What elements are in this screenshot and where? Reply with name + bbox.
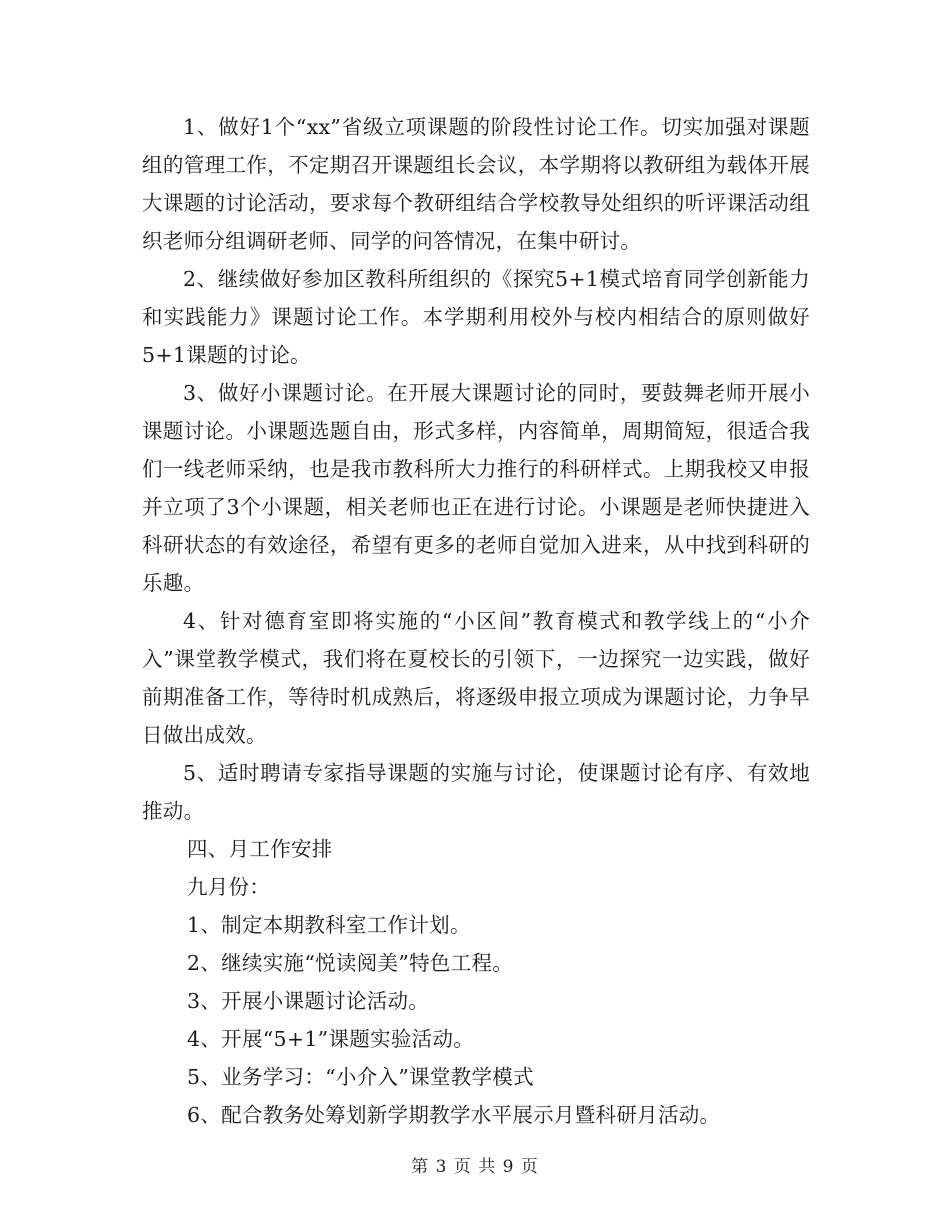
- task-item-2: 2、继续实施“悦读阅美”特色工程。: [187, 951, 514, 975]
- task-item-5: 5、业务学习：“小介入”课堂教学模式: [187, 1065, 534, 1089]
- paragraph-item-1: 1、做好1个“xx”省级立项课题的阶段性讨论工作。切实加强对课题组的管理工作，不定期召开课题组长会议，本学期将以教研组为载体开展大课题的讨论活动，要求每个教研组结合学校教导处组织的听评课活动组织老师分组调研老师、同学的问答情况，在集中研讨。: [142, 115, 810, 253]
- task-item-1: 1、制定本期教科室工作计划。: [187, 913, 471, 937]
- paragraph-item-4: 4、针对德育室即将实施的“小区间”教育模式和教学线上的“小介入”课堂教学模式，我们将在夏校长的引领下，一边探究一边实践，做好前期准备工作，等待时机成熟后，将逐级申报立项成为课题讨论，力争早日做出成效。: [142, 609, 810, 747]
- document-body: [142, 108, 810, 1134]
- month-label: 九月份：: [187, 875, 271, 899]
- paragraph-item-2: 2、继续做好参加区教科所组织的《探究5+1模式培育同学创新能力和实践能力》课题讨论工作。本学期利用校外与校内相结合的原则做好5+1课题的讨论。: [142, 267, 810, 367]
- task-item-4: 4、开展“5+1”课题实验活动。: [187, 1027, 475, 1051]
- task-item-3: 3、开展小课题讨论活动。: [187, 989, 430, 1013]
- paragraph-item-5: 5、适时聘请专家指导课题的实施与讨论，使课题讨论有序、有效地推动。: [142, 761, 810, 823]
- page-number-footer: 第 3 页 共 9 页: [411, 1157, 539, 1177]
- task-item-6: 6、配合教务处筹划新学期教学水平展示月暨科研月活动。: [187, 1103, 721, 1127]
- paragraph-item-3: 3、做好小课题讨论。在开展大课题讨论的同时，要鼓舞老师开展小课题讨论。小课题选题自由，形式多样，内容简单，周期简短，很适合我们一线老师采纳，也是我市教科所大力推行的科研样式。上期我校又申报并立项了3个小课题，相关老师也正在进行讨论。小课题是老师快捷进入科研状态的有效途径，希望有更多的老师自觉加入进来，从中找到科研的乐趣。: [142, 381, 810, 595]
- section-heading: 四、月工作安排: [187, 837, 333, 861]
